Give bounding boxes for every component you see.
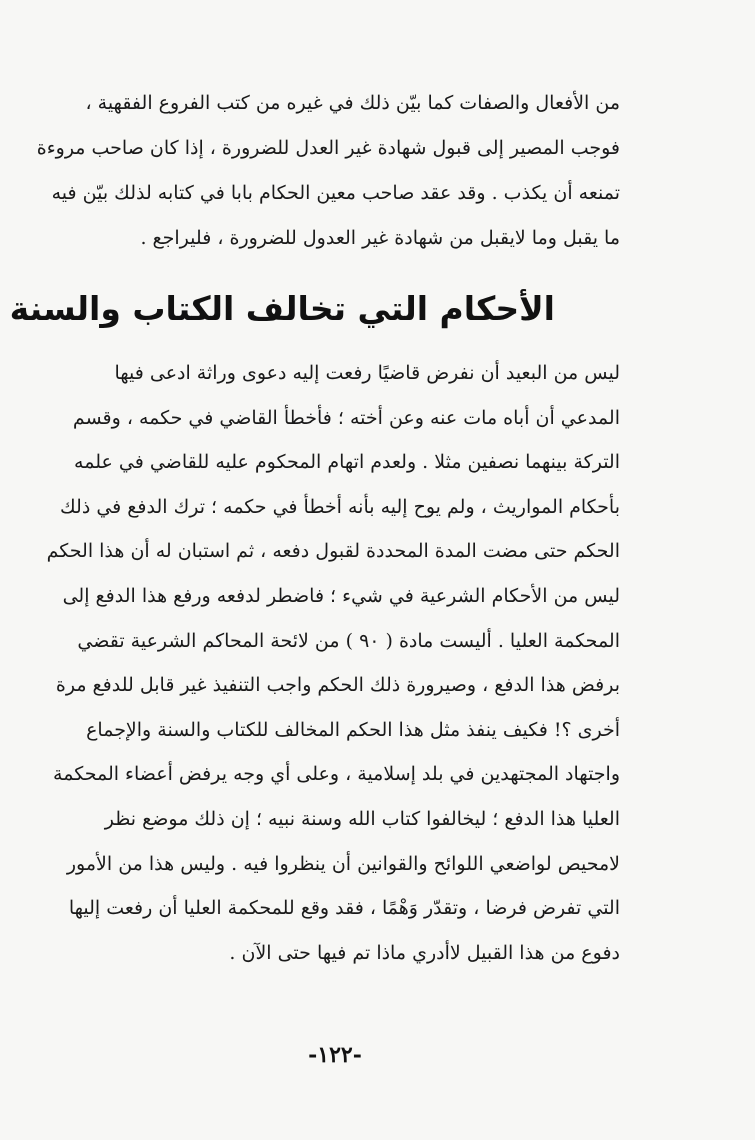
paragraph-1-line: فوجب المصير إلى قبول شهادة غير العدل للضرورة ، إذا كان صاحب مروءة xyxy=(36,137,620,159)
paragraph-2-line: المحكمة العليا . أليست مادة ( ٩٠ ) من لائحة المحاكم الشرعية تقضي xyxy=(77,629,620,652)
page-number: -١٢٢- xyxy=(308,1042,362,1068)
paragraph-2-line: برفض هذا الدفع ، وصيرورة ذلك الحكم واجب التنفيذ غير قابل للدفع مرة xyxy=(55,674,620,697)
section-heading: الأحكام التي تخالف الكتاب والسنة xyxy=(9,289,555,328)
paragraph-2-line: العليا هذا الدفع ؛ ليخالفوا كتاب الله وسنة نبيه ؛ إن ذلك موضع نظر xyxy=(104,807,620,830)
paragraph-2-line: المدعي أن أباه مات عنه وعن أخته ؛ فأخطأ القاضي في حكمه ، وقسم xyxy=(72,406,620,429)
paragraph-2-line: ليس من الأحكام الشرعية في شيء ؛ فاضطر لدفعه ورفع هذا الدفع إلى xyxy=(62,584,620,607)
paragraph-2-line: التركة بينهما نصفين مثلا . ولعدم اتهام المحكوم عليه للقاضي في علمه xyxy=(74,451,620,474)
paragraph-1-line: تمنعه أن يكذب . وقد عقد صاحب معين الحكام بابا في كتابه لذلك بيّن فيه xyxy=(51,182,620,204)
paragraph-2-line: بأحكام المواريث ، ولم يوح إليه بأنه أخطأ في حكمه ؛ ترك الدفع في ذلك xyxy=(60,495,620,518)
paragraph-1 xyxy=(36,92,620,272)
paragraph-2-line: واجتهاد المجتهدين في بلد إسلامية ، وعلى أي وجه يرفض أعضاء المحكمة xyxy=(53,763,620,786)
paragraph-2-line: التي تفرض فرضا ، وتقدّر وَهْمًا ، فقد وقع للمحكمة العليا أن رفعت إليها xyxy=(68,897,620,920)
paragraph-2 xyxy=(46,362,620,986)
paragraph-2-line: لامحيص لواضعي اللوائح والقوانين أن ينظروا فيه . وليس هذا من الأمور xyxy=(66,852,620,875)
paragraph-1-line: من الأفعال والصفات كما بيّن ذلك في غيره من كتب الفروع الفقهية ، xyxy=(85,92,620,114)
paragraph-1-line: ما يقبل وما لايقبل من شهادة غير العدول للضرورة ، فليراجع . xyxy=(140,227,620,249)
paragraph-2-line: دفوع من هذا القبيل لاأدري ماذا تم فيها حتى الآن . xyxy=(229,941,620,964)
paragraph-2-line: أخرى ؟! فكيف ينفذ مثل هذا الحكم المخالف للكتاب والسنة والإجماع xyxy=(86,718,620,741)
paragraph-2-line: الحكم حتى مضت المدة المحددة لقبول دفعه ، ثم استبان له أن هذا الحكم xyxy=(46,540,620,563)
paragraph-2-line: ليس من البعيد أن نفرض قاضيًا رفعت إليه دعوى وراثة ادعى فيها xyxy=(114,362,620,384)
